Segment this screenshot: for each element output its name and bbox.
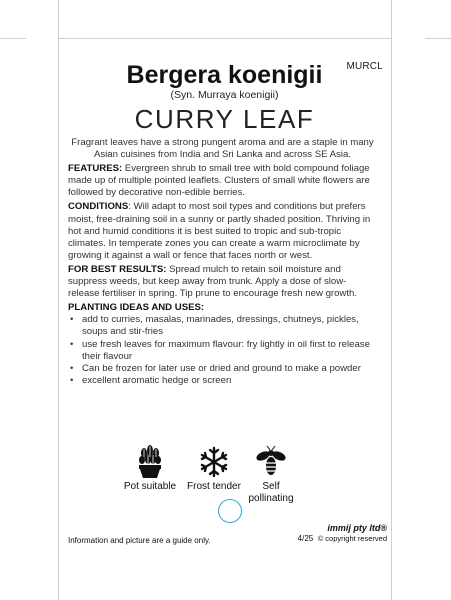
synonym: (Syn. Murraya koenigii): [170, 89, 279, 101]
pot-caption: Pot suitable: [123, 481, 177, 492]
conditions-heading: CONDITIONS: [68, 201, 129, 213]
frost-caption: Frost tender: [187, 481, 241, 492]
cut-notch-right: [425, 38, 451, 39]
cut-notch-left: [0, 38, 26, 39]
planting-section: [68, 302, 377, 314]
cut-line-right: [391, 0, 392, 600]
best-results-section: [68, 264, 377, 300]
bee-caption: Self pollinating: [248, 481, 294, 504]
label-body: [68, 137, 377, 387]
list-item: • Can be frozen for later use or dried and ground to make a powder: [78, 363, 377, 375]
common-name: CURRY LEAF: [134, 104, 315, 134]
bee-icon: [254, 445, 288, 479]
list-item: • add to curries, masalas, marinades, dressings, chutneys, pickles, soups and stir-fries: [78, 314, 377, 338]
copyright: © copyright reserved: [317, 534, 387, 543]
features-heading: FEATURES:: [68, 163, 123, 175]
feature-icons: [120, 445, 294, 505]
conditions-section: [68, 201, 377, 261]
planting-heading: PLANTING IDEAS AND USES:: [68, 302, 205, 314]
features-text: Evergreen shrub to small tree with bold compound foliage made up of multiple pointed leaflets. Clusters of small white flowers are followed by decorative non-edible berries.: [68, 163, 370, 199]
version: 4/25: [297, 534, 314, 543]
best-results-text: Spread mulch to retain soil moisture and suppress weeds, but keep away from trunk. Apply a dose of slow-release fertiliser in spring. Tip prune to encourage fresh new growth.: [68, 263, 358, 300]
qr-placeholder-circle: [218, 499, 242, 523]
intro-text: Fragrant leaves have a strong pungent aroma and are a staple in many Asian cuisines from India and Sri Lanka and across SE Asia.: [71, 137, 374, 161]
list-item: • excellent aromatic hedge or screen: [78, 375, 377, 387]
disclaimer: Information and picture are a guide only.: [68, 536, 211, 545]
botanical-name: Bergera koenigii: [126, 61, 323, 89]
planting-list: [68, 314, 377, 387]
plant-label: [58, 38, 391, 559]
pot-suitable: [120, 445, 180, 493]
list-item: • use fresh leaves for maximum flavour: fry lightly in oil first to release their flavour: [78, 339, 377, 363]
frost-tender: [184, 445, 244, 493]
features-section: [68, 163, 377, 199]
pot-icon: [133, 445, 167, 479]
product-code: MURCL: [346, 61, 383, 72]
version-line: [298, 534, 387, 543]
best-results-heading: FOR BEST RESULTS:: [68, 263, 167, 275]
snowflake-icon: [197, 445, 231, 479]
conditions-text: : Will adapt to most soil types and conditions but prefers moist, free-draining soil in a sunny or partly shaded position. Thriving in hot and humid conditions it is best suited to tropic and sub-tropic climates. In temperate zones you can create a warm microclimate by growing it against a wall or fence that faces north or west.: [68, 201, 371, 261]
self-pollinating: [248, 445, 294, 505]
brand: immij pty ltd®: [327, 523, 387, 533]
